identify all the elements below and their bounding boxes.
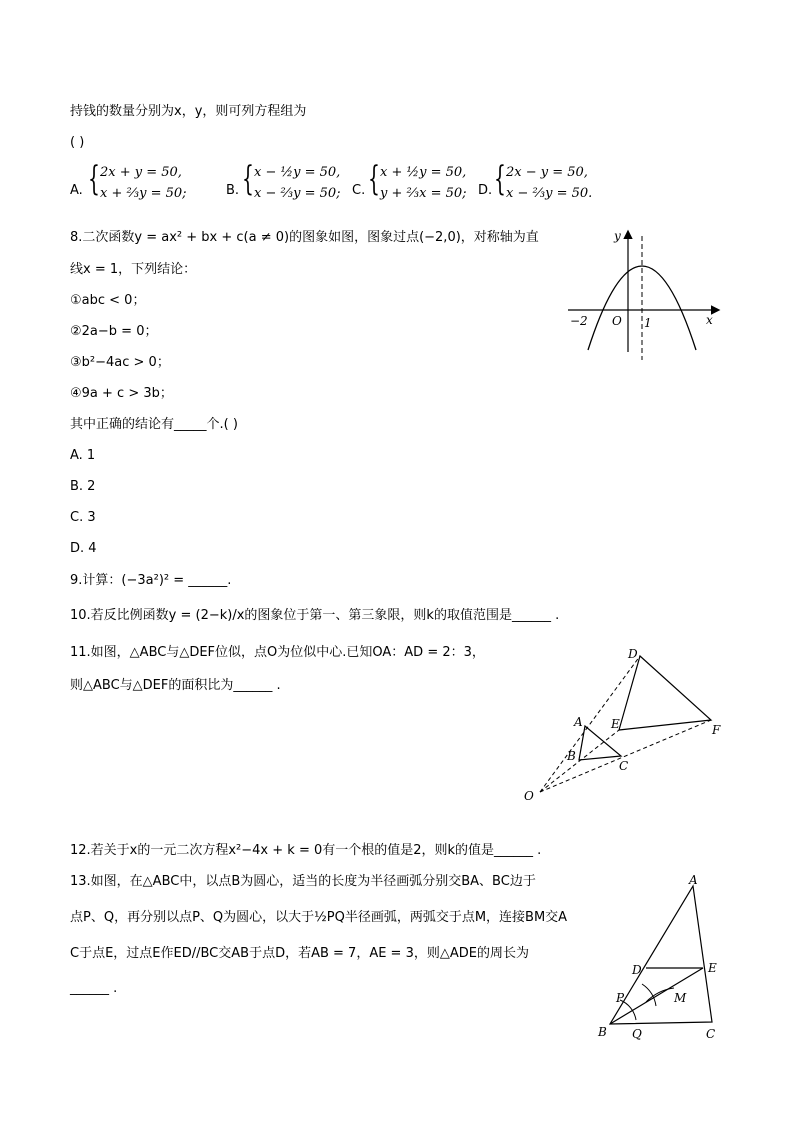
option-label: B. <box>226 183 240 198</box>
label-f: F <box>712 723 721 737</box>
q13-line2: 点P、Q，再分别以点P、Q为圆心，以大于½PQ半径画弧，两弧交于点M，连接BM交A <box>70 910 568 925</box>
parabola-graph <box>560 222 730 364</box>
q8-question: 其中正确的结论有_____个.( ) <box>70 417 238 432</box>
equation-2: y + ⅔x = 50; <box>380 186 467 201</box>
neg2-label: −2 <box>570 314 588 328</box>
label-d: D <box>632 963 642 977</box>
equation-2: x − ⅔y = 50. <box>506 186 593 201</box>
q8-choice-a: A. 1 <box>70 448 96 463</box>
q8-choice-d: D. 4 <box>70 541 97 556</box>
q11-line2: 则△ABC与△DEF的面积比为______ . <box>70 678 281 693</box>
label-c: C <box>619 759 629 773</box>
q8-line2: 线x = 1，下列结论： <box>70 262 197 277</box>
label-a: A <box>574 715 583 729</box>
q9-text: 9.计算：(−3a²)² = ______. <box>70 573 232 588</box>
q10-text: 10.若反比例函数y = (2−k)/x的图象位于第一、第三象限，则k的取值范围是______ . <box>70 608 560 623</box>
label-a: A <box>689 873 698 887</box>
label-e: E <box>708 961 717 975</box>
q8-item-2: ②2a−b = 0； <box>70 324 158 339</box>
label-b: B <box>598 1025 607 1039</box>
q7-answer-paren: ( ) <box>70 135 85 150</box>
option-label: A. <box>70 183 83 198</box>
label-b: B <box>567 749 576 763</box>
q12-text: 12.若关于x的一元二次方程x²−4x + k = 0有一个根的值是2，则k的值是______ . <box>70 843 542 858</box>
label-q: Q <box>632 1027 642 1041</box>
equation-1: 2x − y = 50, <box>506 165 588 180</box>
label-c: C <box>706 1027 716 1041</box>
equation-2: x + ⅔y = 50; <box>100 186 187 201</box>
ray-of <box>540 720 711 792</box>
label-o: O <box>524 789 534 803</box>
q11-line1: 11.如图，△ABC与△DEF位似，点O为位似中心.已知OA：AD = 2：3， <box>70 645 485 660</box>
homothety-figure <box>515 642 730 808</box>
q8-item-4: ④9a + c > 3b； <box>70 386 173 401</box>
option-label: C. <box>352 183 366 198</box>
equation-1: x − ½y = 50, <box>254 165 341 180</box>
q8-choice-b: B. 2 <box>70 479 96 494</box>
option-label: D. <box>478 183 493 198</box>
q13-line4: ______ . <box>70 981 118 996</box>
y-label: y <box>614 229 621 243</box>
one-label: 1 <box>644 316 652 330</box>
label-d: D <box>628 647 638 661</box>
q8-item-1: ①abc < 0； <box>70 293 146 308</box>
q8-item-3: ③b²−4ac > 0； <box>70 355 170 370</box>
equation-1: 2x + y = 50, <box>100 165 182 180</box>
q13-line3: C于点E，过点E作ED//BC交AB于点D，若AB = 7，AE = 3，则△ADE的周长为 <box>70 946 529 961</box>
x-label: x <box>706 313 713 327</box>
q13-line1: 13.如图，在△ABC中，以点B为圆心，适当的长度为半径画弧分别交BA、BC边于 <box>70 874 536 889</box>
triangle-abc <box>579 726 621 760</box>
q8-line1: 8.二次函数y = ax² + bx + c(a ≠ 0)的图象如图，图象过点(−2,0)，对称轴为直 <box>70 230 539 245</box>
label-e: E <box>611 717 620 731</box>
q8-choice-c: C. 3 <box>70 510 96 525</box>
angle-bisector-figure <box>588 870 738 1045</box>
label-p: P <box>616 991 625 1005</box>
label-m: M <box>674 991 687 1005</box>
ray-oe <box>540 730 619 792</box>
triangle-def <box>619 656 711 730</box>
q7-stem: 持钱的数量分别为x，y，则可列方程组为 <box>70 104 307 119</box>
equation-2: x − ⅔y = 50; <box>254 186 341 201</box>
origin-label: O <box>612 314 622 328</box>
equation-1: x + ½y = 50, <box>380 165 467 180</box>
